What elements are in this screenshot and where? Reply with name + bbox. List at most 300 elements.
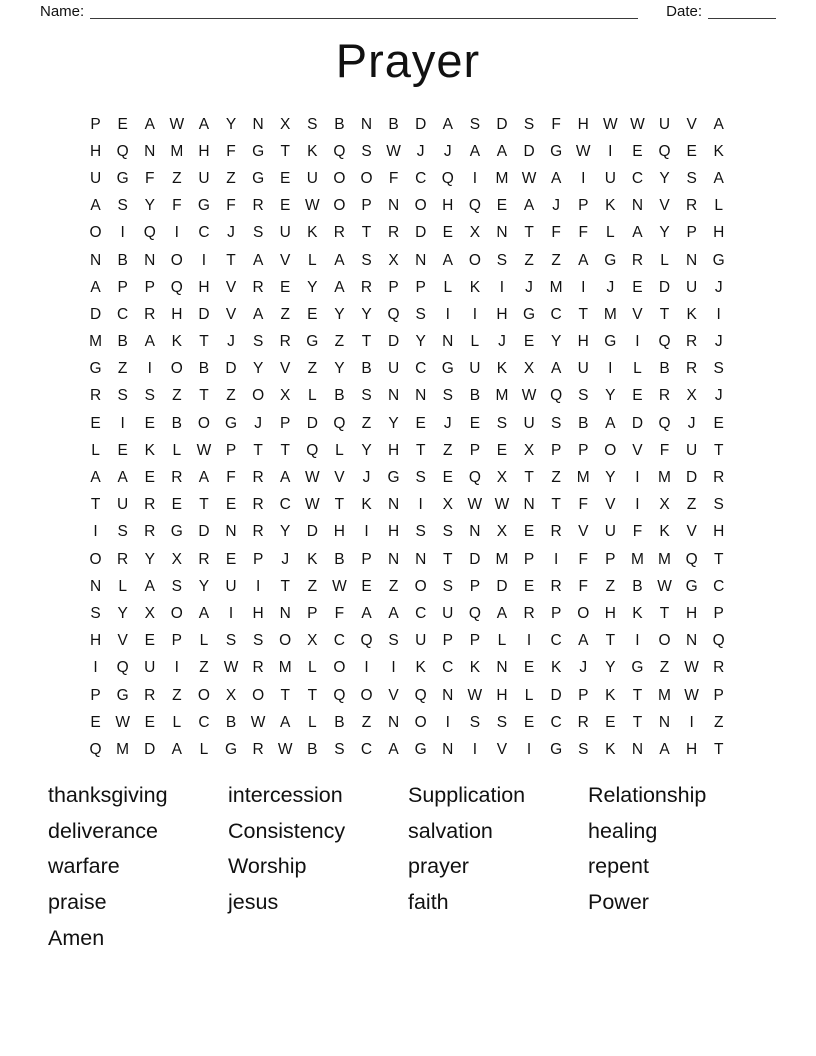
grid-letter: R bbox=[523, 604, 535, 622]
grid-letter: T bbox=[307, 686, 318, 704]
date-blank-line bbox=[708, 18, 776, 19]
grid-letter: C bbox=[360, 740, 373, 758]
grid-letter: B bbox=[307, 740, 318, 758]
grid-letter: O bbox=[170, 604, 183, 622]
grid-letter: Y bbox=[361, 441, 372, 459]
grid-letter: J bbox=[227, 224, 235, 242]
grid-letter: R bbox=[686, 333, 698, 351]
grid-letter: G bbox=[387, 469, 400, 487]
grid-letter: N bbox=[225, 523, 237, 541]
grid-letter: I bbox=[472, 305, 478, 323]
grid-letter: F bbox=[334, 604, 345, 622]
grid-letter: A bbox=[90, 469, 101, 487]
grid-letter: S bbox=[442, 523, 453, 541]
grid-letter: F bbox=[578, 577, 588, 595]
word-list-column bbox=[408, 778, 588, 957]
grid-letter: Q bbox=[116, 659, 129, 677]
grid-letter: W bbox=[521, 387, 537, 405]
grid-letter: V bbox=[225, 305, 237, 323]
grid-letter: X bbox=[388, 251, 399, 269]
grid-letter: O bbox=[252, 686, 265, 704]
grid-letter: N bbox=[360, 115, 373, 133]
grid-letter: K bbox=[605, 686, 616, 704]
grid-letter: W bbox=[467, 686, 483, 704]
grid-letter: X bbox=[659, 496, 670, 514]
grid-letter: I bbox=[445, 713, 450, 731]
grid-letter: Z bbox=[686, 496, 697, 514]
grid-letter: K bbox=[171, 333, 182, 351]
grid-letter: O bbox=[658, 632, 671, 650]
grid-letter: G bbox=[116, 169, 129, 187]
grid-letter: E bbox=[523, 523, 535, 541]
grid-letter: N bbox=[89, 577, 102, 595]
grid-letter: K bbox=[307, 224, 318, 242]
grid-letter: P bbox=[388, 278, 399, 296]
grid-letter: P bbox=[605, 550, 616, 568]
grid-letter: S bbox=[578, 387, 589, 405]
grid-letter: K bbox=[713, 142, 724, 160]
word-list-item: intercession bbox=[228, 783, 343, 807]
grid-letter: I bbox=[120, 224, 125, 242]
word-list-item: deliverance bbox=[48, 818, 158, 843]
grid-letter: S bbox=[469, 713, 481, 731]
grid-letter: S bbox=[388, 632, 399, 650]
grid-letter: E bbox=[442, 224, 453, 242]
grid-letter: E bbox=[225, 496, 237, 514]
grid-letter: V bbox=[334, 469, 345, 487]
grid-letter: U bbox=[117, 496, 129, 514]
grid-letter: Z bbox=[361, 414, 372, 432]
grid-letter: Y bbox=[659, 224, 670, 242]
grid-letter: B bbox=[388, 115, 399, 133]
grid-letter: B bbox=[632, 577, 643, 595]
grid-letter: H bbox=[198, 142, 210, 160]
grid-letter: D bbox=[496, 115, 508, 133]
grid-letter: Q bbox=[658, 142, 671, 160]
grid-letter: W bbox=[223, 659, 239, 677]
grid-letter: B bbox=[171, 414, 182, 432]
grid-letter: T bbox=[605, 632, 616, 650]
grid-letter: E bbox=[307, 305, 318, 323]
grid-letter: C bbox=[550, 305, 562, 323]
grid-letter: W bbox=[575, 142, 591, 160]
grid-letter: R bbox=[631, 251, 644, 269]
grid-letter: L bbox=[470, 333, 480, 351]
grid-letter: B bbox=[334, 550, 345, 568]
grid-letter: D bbox=[306, 414, 318, 432]
grid-letter: K bbox=[605, 740, 616, 758]
grid-letter: N bbox=[415, 550, 427, 568]
grid-letter: R bbox=[144, 686, 156, 704]
grid-letter: V bbox=[686, 115, 697, 133]
grid-letter: I bbox=[635, 333, 640, 351]
grid-letter: Y bbox=[198, 577, 210, 595]
grid-letter: W bbox=[196, 441, 212, 459]
grid-letter: X bbox=[523, 441, 535, 459]
grid-letter: V bbox=[632, 305, 643, 323]
grid-letter: I bbox=[689, 713, 694, 731]
grid-letter: S bbox=[225, 632, 237, 650]
grid-letter: J bbox=[687, 414, 696, 432]
grid-letter: P bbox=[280, 414, 291, 432]
grid-letter: J bbox=[443, 142, 452, 160]
grid-letter: I bbox=[445, 305, 450, 323]
grid-letter: B bbox=[225, 713, 237, 731]
grid-letter: I bbox=[635, 469, 640, 487]
grid-letter: Z bbox=[388, 577, 399, 595]
grid-letter: T bbox=[280, 577, 290, 595]
grid-letter: W bbox=[630, 115, 645, 133]
grid-letter: Z bbox=[551, 469, 561, 487]
grid-letter: C bbox=[713, 577, 725, 595]
grid-letter: E bbox=[280, 278, 291, 296]
word-list-item: Power bbox=[588, 890, 649, 915]
grid-letter: W bbox=[304, 469, 320, 487]
grid-letter: E bbox=[523, 577, 535, 595]
grid-letter: S bbox=[117, 523, 128, 541]
grid-letter: U bbox=[686, 278, 698, 296]
grid-letter: R bbox=[171, 469, 183, 487]
grid-letter: I bbox=[201, 251, 207, 269]
grid-letter: P bbox=[578, 197, 589, 215]
grid-letter: O bbox=[170, 360, 183, 378]
grid-letter: L bbox=[335, 441, 344, 459]
grid-letter: Z bbox=[307, 360, 318, 378]
grid-letter: M bbox=[116, 740, 130, 758]
grid-letter: J bbox=[579, 659, 588, 677]
grid-letter: G bbox=[604, 251, 617, 269]
grid-letter: T bbox=[334, 496, 345, 514]
grid-letter: O bbox=[604, 441, 617, 459]
word-list-item: thanksgiving bbox=[48, 783, 168, 807]
grid-letter: O bbox=[89, 224, 102, 242]
grid-letter: N bbox=[89, 251, 102, 269]
grid-letter: E bbox=[171, 496, 182, 514]
grid-letter: C bbox=[279, 496, 291, 514]
grid-letter: I bbox=[93, 523, 98, 541]
grid-letter: L bbox=[307, 387, 317, 405]
grid-letter: K bbox=[307, 550, 318, 568]
grid-letter: A bbox=[280, 713, 291, 731]
grid-letter: X bbox=[280, 115, 291, 133]
grid-letter: S bbox=[415, 523, 426, 541]
grid-letter: N bbox=[442, 333, 454, 351]
grid-letter: A bbox=[198, 469, 210, 487]
word-list-column bbox=[228, 778, 408, 957]
grid-letter: N bbox=[415, 251, 427, 269]
grid-letter: T bbox=[632, 686, 643, 704]
word-list-item: jesus bbox=[228, 890, 279, 915]
grid-letter: Q bbox=[89, 740, 102, 758]
grid-letter: I bbox=[581, 169, 586, 187]
grid-letter: T bbox=[713, 550, 724, 568]
grid-letter: L bbox=[497, 632, 507, 650]
grid-letter: U bbox=[577, 360, 589, 378]
grid-letter: U bbox=[144, 659, 156, 677]
grid-letter: P bbox=[361, 197, 372, 215]
grid-letter: Y bbox=[605, 387, 616, 405]
grid-letter: R bbox=[577, 713, 589, 731]
grid-letter: A bbox=[496, 604, 508, 622]
grid-letter: J bbox=[254, 414, 262, 432]
grid-letter: E bbox=[280, 169, 291, 187]
grid-letter: H bbox=[89, 632, 102, 650]
grid-letter: C bbox=[415, 169, 427, 187]
grid-letter: X bbox=[496, 523, 508, 541]
grid-letter: O bbox=[197, 686, 210, 704]
grid-letter: H bbox=[686, 604, 698, 622]
grid-letter: G bbox=[116, 686, 129, 704]
grid-letter: R bbox=[658, 387, 671, 405]
grid-letter: R bbox=[252, 523, 264, 541]
grid-letter: O bbox=[414, 577, 427, 595]
grid-letter: D bbox=[496, 577, 508, 595]
grid-letter: Z bbox=[713, 713, 724, 731]
grid-letter: L bbox=[307, 251, 317, 269]
grid-letter: I bbox=[391, 659, 396, 677]
grid-letter: S bbox=[578, 740, 589, 758]
grid-letter: N bbox=[686, 632, 698, 650]
grid-letter: J bbox=[552, 197, 561, 215]
grid-letter: V bbox=[632, 441, 643, 459]
grid-letter: L bbox=[199, 740, 209, 758]
grid-letter: Q bbox=[550, 387, 563, 405]
grid-letter: A bbox=[605, 414, 616, 432]
grid-letter: D bbox=[415, 224, 427, 242]
grid-letter: A bbox=[578, 251, 589, 269]
grid-letter: Q bbox=[414, 686, 427, 704]
grid-letter: V bbox=[496, 740, 508, 758]
grid-letter: G bbox=[414, 740, 427, 758]
grid-letter: Q bbox=[333, 414, 346, 432]
grid-letter: O bbox=[279, 632, 292, 650]
grid-letter: R bbox=[252, 740, 264, 758]
grid-letter: A bbox=[496, 142, 508, 160]
grid-letter: A bbox=[144, 115, 155, 133]
grid-letter: P bbox=[361, 550, 372, 568]
grid-letter: Y bbox=[388, 414, 399, 432]
grid-letter: O bbox=[360, 686, 373, 704]
grid-letter: V bbox=[605, 496, 616, 514]
grid-letter: M bbox=[658, 550, 671, 568]
grid-letter: G bbox=[224, 740, 238, 758]
grid-letter: F bbox=[226, 469, 236, 487]
word-list-item: Worship bbox=[228, 854, 307, 879]
grid-letter: I bbox=[635, 632, 640, 650]
grid-letter: C bbox=[117, 305, 129, 323]
grid-letter: T bbox=[226, 251, 236, 269]
grid-letter: Y bbox=[605, 469, 616, 487]
grid-letter: X bbox=[496, 469, 508, 487]
grid-letter: S bbox=[361, 251, 372, 269]
grid-letter: N bbox=[144, 142, 156, 160]
grid-letter: K bbox=[632, 604, 643, 622]
grid-letter: T bbox=[659, 604, 670, 622]
grid-letter: E bbox=[144, 414, 155, 432]
grid-letter: F bbox=[172, 197, 182, 215]
grid-letter: J bbox=[443, 414, 452, 432]
grid-letter: G bbox=[685, 577, 698, 595]
grid-letter: K bbox=[469, 278, 481, 296]
grid-letter: P bbox=[144, 278, 155, 296]
grid-letter: A bbox=[361, 604, 372, 622]
date-label: Date: bbox=[666, 3, 702, 20]
grid-letter: B bbox=[198, 360, 210, 378]
grid-letter: S bbox=[686, 169, 697, 187]
grid-letter: D bbox=[631, 414, 644, 432]
grid-letter: P bbox=[171, 632, 182, 650]
grid-letter: D bbox=[686, 469, 698, 487]
grid-letter: O bbox=[414, 197, 427, 215]
grid-letter: N bbox=[387, 496, 400, 514]
grid-letter: E bbox=[605, 713, 616, 731]
grid-letter: F bbox=[388, 169, 399, 187]
grid-letter: X bbox=[307, 632, 318, 650]
grid-letter: U bbox=[686, 441, 698, 459]
grid-letter: R bbox=[89, 387, 102, 405]
grid-letter: K bbox=[496, 360, 508, 378]
grid-letter: B bbox=[334, 387, 345, 405]
grid-letter: W bbox=[332, 577, 347, 595]
grid-letter: R bbox=[387, 224, 400, 242]
grid-letter: F bbox=[632, 523, 643, 541]
grid-letter: S bbox=[713, 496, 724, 514]
grid-letter: E bbox=[144, 632, 155, 650]
grid-letter: Y bbox=[117, 604, 128, 622]
grid-letter: Q bbox=[333, 686, 346, 704]
grid-letter: C bbox=[631, 169, 644, 187]
grid-letter: N bbox=[523, 496, 535, 514]
grid-letter: M bbox=[495, 387, 509, 405]
grid-letter: S bbox=[144, 387, 155, 405]
word-list bbox=[48, 778, 768, 957]
grid-letter: M bbox=[89, 333, 102, 351]
grid-letter: Z bbox=[172, 686, 182, 704]
grid-letter: F bbox=[551, 224, 561, 242]
grid-letter: T bbox=[280, 441, 290, 459]
grid-letter: H bbox=[713, 224, 725, 242]
grid-letter: C bbox=[550, 632, 562, 650]
grid-letter: L bbox=[91, 441, 100, 459]
grid-letter: E bbox=[225, 550, 237, 568]
grid-letter: N bbox=[387, 387, 400, 405]
grid-letter: W bbox=[684, 686, 699, 704]
grid-letter: E bbox=[469, 414, 481, 432]
grid-letter: A bbox=[388, 604, 399, 622]
grid-letter: V bbox=[659, 197, 670, 215]
grid-letter: K bbox=[469, 659, 481, 677]
grid-letter: V bbox=[225, 278, 237, 296]
grid-letter: Z bbox=[551, 251, 561, 269]
grid-letter: P bbox=[307, 604, 318, 622]
grid-letter: A bbox=[334, 278, 345, 296]
grid-letter: I bbox=[228, 604, 234, 622]
grid-letter: Z bbox=[117, 360, 128, 378]
grid-letter: X bbox=[144, 604, 155, 622]
grid-letter: A bbox=[90, 197, 101, 215]
grid-letter: S bbox=[496, 251, 508, 269]
grid-letter: P bbox=[442, 632, 453, 650]
grid-letter: R bbox=[686, 360, 698, 378]
grid-letter: J bbox=[227, 333, 235, 351]
word-list-item: Relationship bbox=[588, 783, 707, 807]
grid-letter: T bbox=[443, 550, 453, 568]
grid-letter: E bbox=[632, 142, 643, 160]
grid-letter: W bbox=[603, 115, 618, 133]
grid-letter: N bbox=[144, 251, 156, 269]
grid-letter: X bbox=[171, 550, 182, 568]
grid-letter: K bbox=[605, 197, 616, 215]
grid-letter: O bbox=[414, 713, 427, 731]
grid-letter: U bbox=[225, 577, 237, 595]
grid-letter: N bbox=[686, 251, 698, 269]
grid-letter: W bbox=[657, 577, 672, 595]
grid-letter: N bbox=[469, 523, 481, 541]
grid-letter: T bbox=[199, 496, 209, 514]
grid-letter: O bbox=[360, 169, 373, 187]
grid-letter: W bbox=[277, 740, 293, 758]
grid-letter: R bbox=[713, 469, 725, 487]
grid-letter: B bbox=[117, 251, 128, 269]
grid-letter: G bbox=[306, 333, 319, 351]
grid-letter: O bbox=[170, 251, 183, 269]
grid-letter: J bbox=[416, 142, 425, 160]
grid-letter: L bbox=[307, 659, 317, 677]
grid-letter: I bbox=[499, 278, 505, 296]
grid-letter: S bbox=[469, 115, 481, 133]
grid-letter: K bbox=[415, 659, 426, 677]
grid-letter: P bbox=[550, 604, 562, 622]
grid-letter: A bbox=[659, 740, 670, 758]
grid-letter: K bbox=[307, 142, 318, 160]
grid-letter: M bbox=[495, 169, 509, 187]
grid-letter: Y bbox=[252, 360, 264, 378]
grid-letter: B bbox=[578, 414, 589, 432]
grid-letter: O bbox=[89, 550, 102, 568]
grid-letter: R bbox=[333, 224, 345, 242]
grid-letter: C bbox=[442, 659, 454, 677]
grid-letter: H bbox=[387, 523, 400, 541]
grid-letter: Q bbox=[116, 142, 129, 160]
grid-letter: R bbox=[279, 333, 291, 351]
grid-letter: L bbox=[606, 224, 615, 242]
grid-letter: V bbox=[280, 360, 291, 378]
grid-letter: Y bbox=[605, 659, 616, 677]
page-title: Prayer bbox=[335, 34, 481, 87]
grid-letter: H bbox=[713, 523, 725, 541]
grid-letter: S bbox=[117, 387, 128, 405]
grid-letter: F bbox=[551, 115, 561, 133]
grid-letter: X bbox=[686, 387, 697, 405]
grid-letter: Q bbox=[387, 305, 400, 323]
grid-letter: F bbox=[578, 496, 588, 514]
grid-letter: T bbox=[578, 305, 588, 323]
grid-letter: G bbox=[252, 169, 265, 187]
grid-letter: D bbox=[306, 523, 318, 541]
grid-letter: U bbox=[198, 169, 210, 187]
grid-letter: L bbox=[660, 251, 669, 269]
grid-letter: E bbox=[90, 414, 101, 432]
word-list-item: salvation bbox=[408, 818, 493, 843]
grid-letter: Z bbox=[172, 169, 182, 187]
grid-letter: L bbox=[172, 713, 182, 731]
grid-letter: N bbox=[631, 197, 644, 215]
grid-letter: I bbox=[635, 496, 640, 514]
grid-letter: I bbox=[608, 142, 613, 160]
grid-letter: F bbox=[578, 550, 588, 568]
grid-letter: U bbox=[523, 414, 535, 432]
grid-letter: Y bbox=[659, 169, 670, 187]
